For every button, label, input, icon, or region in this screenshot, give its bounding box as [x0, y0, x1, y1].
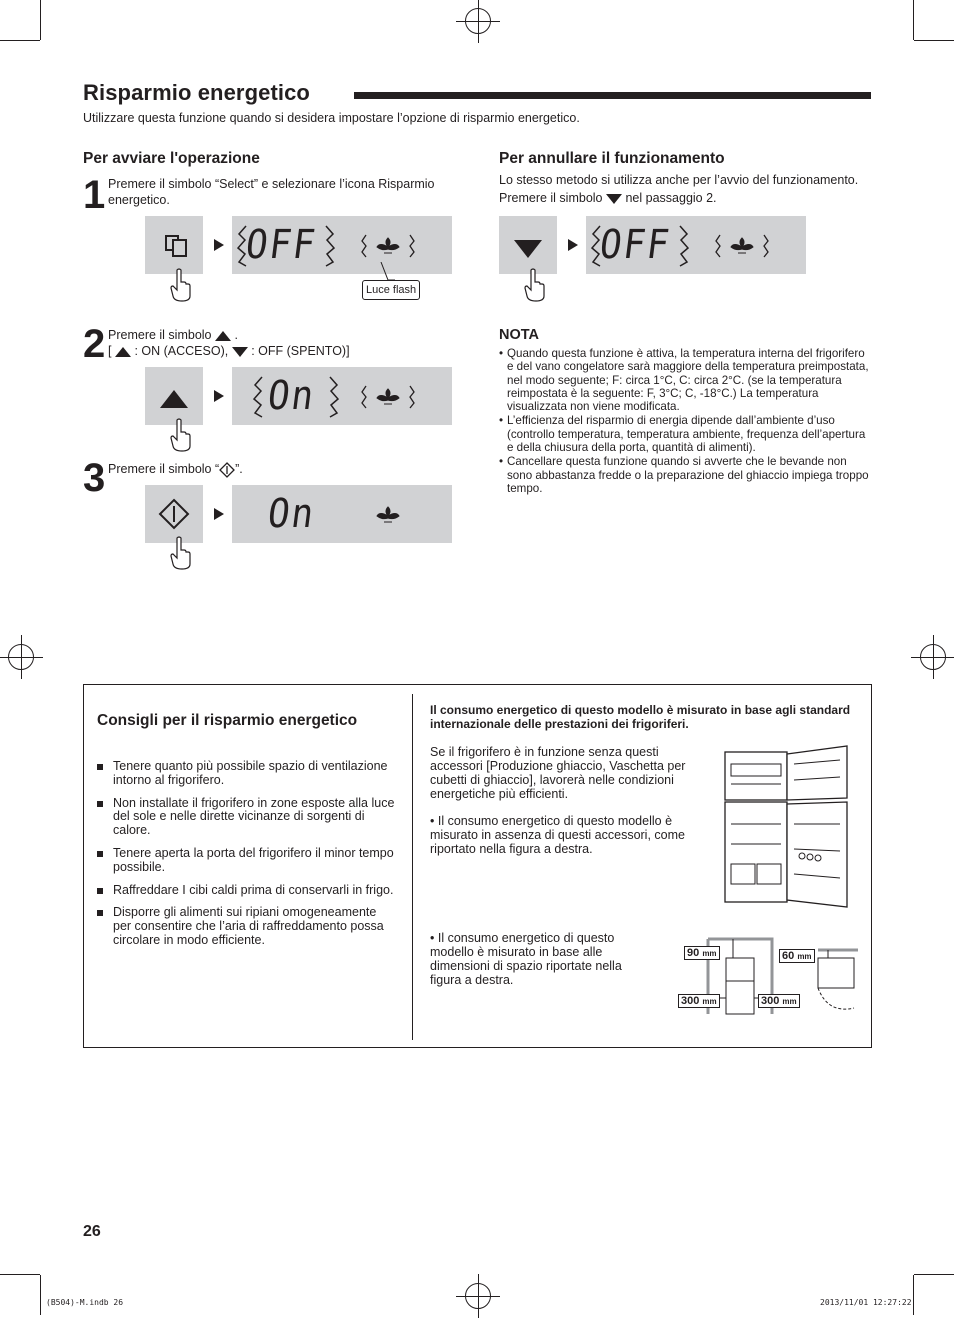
down-button[interactable]	[499, 216, 557, 274]
nota-list	[499, 347, 874, 496]
select-button[interactable]	[145, 216, 203, 274]
lcd-value: On	[265, 491, 318, 537]
tips-divider	[412, 694, 413, 1040]
step2-text-pre: Premere il simbolo	[108, 328, 212, 342]
arrow-right-icon	[568, 239, 578, 251]
footer-timestamp: 2013/11/01 12:27:22	[820, 1298, 912, 1307]
step-text	[108, 327, 458, 359]
dim-label-right	[758, 994, 800, 1008]
eco-leaf-icon	[714, 232, 770, 260]
down-triangle-icon	[499, 216, 557, 274]
consumption-bold: Il consumo energetico di questo modello è misurato in base agli standard internazionale delle prestazioni dei frigoriferi.	[430, 703, 851, 731]
hand-pointer-icon	[168, 418, 194, 452]
arrow-right-icon	[214, 239, 224, 251]
lcd-display	[232, 485, 452, 543]
consumption-para: Se il frigorifero è in funzione senza questi accessori [Produzione ghiaccio, Vaschetta per cubetti di ghiaccio], lavorerà nelle condizioni energetiche più efficienti.	[430, 745, 686, 801]
step-number: 2	[83, 322, 106, 366]
lcd-value: OFF	[243, 222, 320, 268]
refrigerator-open-illustration	[722, 744, 852, 914]
crop-mark	[914, 40, 954, 41]
flash-bracket-icon	[252, 375, 264, 419]
up-triangle-icon	[115, 347, 131, 357]
select-icon	[145, 216, 203, 274]
dim-label-top	[684, 946, 720, 960]
dim-value: 60	[782, 950, 795, 962]
start-heading: Per avviare l'operazione	[83, 150, 260, 167]
dim-value: 300	[681, 995, 700, 1007]
lcd-value: OFF	[597, 222, 674, 268]
step2-text-post: .	[234, 328, 238, 342]
step2-off-label: : OFF (SPENTO)]	[251, 344, 350, 358]
step-number: 1	[83, 173, 106, 217]
hand-pointer-icon	[168, 268, 194, 302]
nota-item: • Quando questa funzione è attiva, la temperatura interna del frigorifero e del vano congelatore sarà maggiore della temperatura preimpostata, nel modo seguente; F: circa 1°C, C: circa 2°C. (se la temperatura reimpostata è la seguente: F, 3°C; C, -18°C.) La temperatura visualizzata non viene modificata.	[499, 347, 874, 413]
cancel-line2	[499, 190, 879, 206]
step-text	[108, 461, 458, 478]
registration-mark	[465, 1283, 491, 1309]
step2-bracket: [	[108, 344, 112, 358]
set-diamond-icon	[145, 485, 203, 543]
callout-pointer	[380, 262, 396, 282]
cancel-line1: Lo stesso metodo si utilizza anche per l’avvio del funzionamento.	[499, 173, 859, 187]
nota-heading: NOTA	[499, 327, 540, 343]
dim-unit: mm	[797, 952, 812, 961]
consumption-bullet2: • Il consumo energetico di questo modello è misurato in base alle dimensioni di spazio riportate nella figura a destra.	[430, 931, 622, 987]
eco-leaf-icon	[360, 501, 416, 529]
cancel-line2-post: nel passaggio 2.	[625, 191, 717, 205]
up-triangle-icon	[145, 367, 203, 425]
registration-mark	[920, 644, 946, 670]
lcd-display	[586, 216, 806, 274]
tip-item: Tenere aperta la porta del frigorifero il minor tempo possibile.	[97, 847, 397, 875]
tips-list	[97, 760, 397, 957]
cancel-line2-pre: Premere il simbolo	[499, 191, 603, 205]
footer-file: (B504)-M.indb 26	[46, 1298, 124, 1307]
nota-item: • Cancellare questa funzione quando si avverte che le bevande non sono abbastanza fredde o la preparazione del ghiaccio impiega troppo tempo.	[499, 455, 874, 495]
flash-bracket-icon	[678, 224, 690, 268]
lcd-value: On	[265, 373, 318, 419]
eco-leaf-icon	[360, 383, 416, 411]
step3-text-post: ”.	[235, 462, 243, 476]
arrow-right-icon	[214, 508, 224, 520]
up-button[interactable]	[145, 367, 203, 425]
cancel-heading: Per annullare il funzionamento	[499, 150, 725, 167]
flash-bracket-icon	[324, 224, 336, 268]
hand-pointer-icon	[522, 268, 548, 302]
set-button[interactable]	[145, 485, 203, 543]
tip-item: Disporre gli alimenti sui ripiani omogeneamente per consentire che l’aria di raffreddamento possa circolare in modo efficiente.	[97, 906, 397, 947]
tip-item: Raffreddare I cibi caldi prima di conservarli in frigo.	[97, 884, 397, 898]
tip-item: Tenere quanto più possibile spazio di ventilazione intorno al frigorifero.	[97, 760, 397, 788]
dim-unit: mm	[702, 997, 717, 1006]
dim-value: 300	[761, 995, 780, 1007]
dim-unit: mm	[782, 997, 797, 1006]
crop-mark	[0, 1274, 40, 1275]
registration-mark	[8, 644, 34, 670]
registration-mark	[465, 8, 491, 34]
nota-item: • L’efficienza del risparmio di energia dipende dall’ambiente d’uso (controllo temperatura, temperatura ambiente, frequenza dell’apertura e della chiusura della porta, quantità di alimenti).	[499, 414, 874, 454]
page-number: 26	[83, 1223, 101, 1240]
up-triangle-icon	[215, 331, 231, 341]
crop-mark	[913, 0, 914, 40]
page-title: Risparmio energetico	[83, 80, 310, 105]
callout-luce-flash: Luce flash	[362, 280, 420, 300]
arrow-right-icon	[214, 390, 224, 402]
flash-bracket-icon	[328, 375, 340, 419]
crop-mark	[40, 1275, 41, 1315]
lcd-display	[232, 216, 452, 274]
crop-mark	[913, 1275, 914, 1315]
hand-pointer-icon	[168, 536, 194, 570]
title-rule	[354, 92, 871, 99]
tip-item: Non installate il frigorifero in zone esposte alla luce del sole e nelle dirette vicinanze di sorgenti di calore.	[97, 797, 397, 838]
set-diamond-icon	[219, 462, 235, 478]
down-triangle-icon	[232, 347, 248, 357]
step-text: Premere il simbolo “Select” e selezionare l’icona Risparmio energetico.	[108, 177, 435, 207]
step2-on-label: : ON (ACCESO),	[134, 344, 229, 358]
consumption-bullet1: • Il consumo energetico di questo modello è misurato in assenza di questi accessori, come riportato nella figura a destra.	[430, 814, 685, 856]
crop-mark	[0, 40, 40, 41]
dim-unit: mm	[702, 949, 717, 958]
step-number: 3	[83, 456, 106, 500]
lcd-display	[232, 367, 452, 425]
step3-text-pre: Premere il simbolo “	[108, 462, 220, 476]
crop-mark	[914, 1274, 954, 1275]
dim-label-left	[678, 994, 720, 1008]
tips-heading: Consigli per il risparmio energetico	[97, 712, 358, 729]
eco-leaf-icon	[360, 232, 416, 260]
dim-label-back	[779, 949, 815, 963]
crop-mark	[40, 0, 41, 40]
dim-value: 90	[687, 947, 700, 959]
intro-text: Utilizzare questa funzione quando si desidera impostare l’opzione di risparmio energetico.	[83, 111, 580, 125]
down-triangle-icon	[606, 194, 622, 204]
